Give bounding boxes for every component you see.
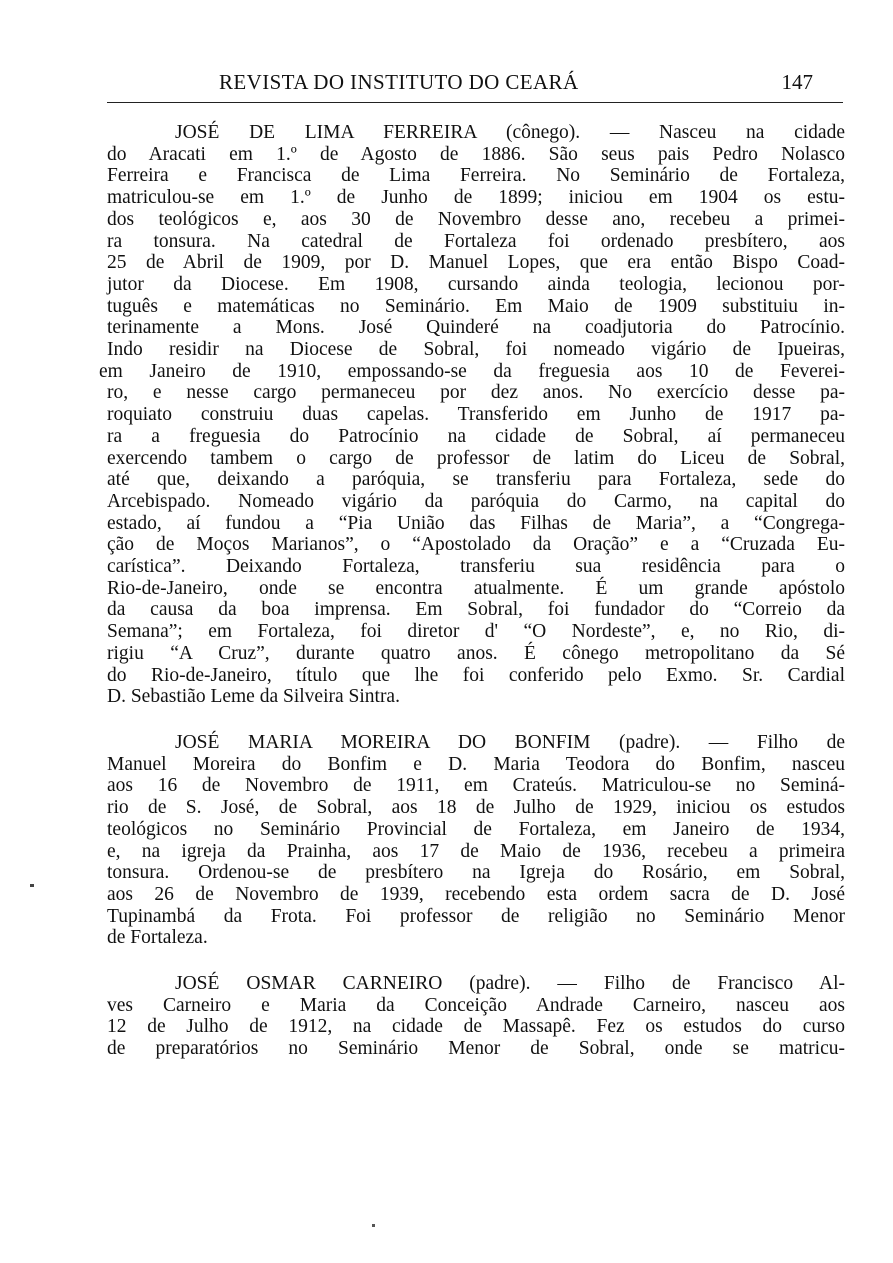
text-line: ra a freguesia do Patrocínio na cidade de Sobral, aí permaneceu bbox=[107, 425, 845, 447]
text-line: JOSÉ OSMAR CARNEIRO (padre). — Filho de Francisco Al- bbox=[175, 973, 845, 995]
text-line: estado, aí fundou a “Pia União das Filhas de Maria”, a “Congrega- bbox=[107, 512, 845, 534]
page-header bbox=[107, 64, 843, 103]
running-title: REVISTA DO INSTITUTO DO CEARÁ bbox=[219, 70, 579, 94]
print-speck bbox=[372, 1224, 375, 1227]
text-line: ra tonsura. Na catedral de Fortaleza foi ordenado presbítero, aos bbox=[107, 230, 845, 252]
text-line: matriculou-se em 1.º de Junho de 1899; iniciou em 1904 os estu- bbox=[107, 187, 845, 209]
text-line: JOSÉ MARIA MOREIRA DO BONFIM (padre). — Filho de bbox=[175, 731, 845, 753]
text-line: terinamente a Mons. José Quinderé na coadjutoria do Patrocínio. bbox=[107, 317, 845, 339]
text-line: ção de Moços Marianos”, o “Apostolado da Oração” e a “Cruzada Eu- bbox=[107, 534, 845, 556]
text-line: em Janeiro de 1910, empossando-se da freguesia aos 10 de Feverei- bbox=[99, 360, 845, 382]
text-line: jutor da Diocese. Em 1908, cursando ainda teologia, lecionou por- bbox=[107, 273, 845, 295]
text-line: ves Carneiro e Maria da Conceição Andrade Carneiro, nasceu aos bbox=[107, 994, 845, 1016]
text-line: tonsura. Ordenou-se de presbítero na Igreja do Rosário, em Sobral, bbox=[107, 862, 845, 884]
text-line: Semana”; em Fortaleza, foi diretor d' “O Nordeste”, e, no Rio, di- bbox=[107, 621, 845, 643]
text-line: do Rio-de-Janeiro, título que lhe foi conferido pelo Exmo. Sr. Cardial bbox=[107, 664, 845, 686]
entry-jose-maria-moreira-do-bonfim bbox=[107, 732, 845, 949]
text-line: JOSÉ DE LIMA FERREIRA (cônego). — Nasceu na cidade bbox=[175, 122, 845, 143]
text-line: roquiato construiu duas capelas. Transferido em Junho de 1917 pa- bbox=[107, 404, 845, 426]
text-line: do Aracati em 1.º de Agosto de 1886. São seus pais Pedro Nolasco bbox=[107, 143, 845, 165]
text-line: Rio-de-Janeiro, onde se encontra atualmente. É um grande apóstolo bbox=[107, 577, 845, 599]
text-line: da causa da boa imprensa. Em Sobral, foi fundador do “Correio da bbox=[107, 599, 845, 621]
text-line: Arcebispado. Nomeado vigário da paróquia do Carmo, na capital do bbox=[107, 490, 845, 512]
text-line: 25 de Abril de 1909, por D. Manuel Lopes, que era então Bispo Coad- bbox=[107, 252, 845, 274]
text-line: Indo residir na Diocese de Sobral, foi nomeado vigário de Ipueiras, bbox=[107, 339, 845, 361]
page-number: 147 bbox=[781, 70, 813, 94]
text-line: 12 de Julho de 1912, na cidade de Massapê. Fez os estudos do curso bbox=[107, 1016, 845, 1038]
text-line: dos teológicos e, aos 30 de Novembro desse ano, recebeu a primei- bbox=[107, 208, 845, 230]
text-line: aos 16 de Novembro de 1911, em Crateús. Matriculou-se no Seminá- bbox=[107, 775, 845, 797]
text-line: Manuel Moreira do Bonfim e D. Maria Teodora do Bonfim, nasceu bbox=[107, 753, 845, 775]
text-line: rigiu “A Cruz”, durante quatro anos. É cônego metropolitano da Sé bbox=[107, 642, 845, 664]
text-line: de Fortaleza. bbox=[107, 927, 208, 949]
text-line: até que, deixando a paróquia, se transferiu para Fortaleza, sede do bbox=[107, 469, 845, 491]
entry-jose-de-lima-ferreira bbox=[99, 122, 845, 708]
text-line: ro, e nesse cargo permaneceu por dez anos. No exercício desse pa- bbox=[107, 382, 845, 404]
entry-jose-osmar-carneiro bbox=[107, 973, 845, 1060]
text-line: aos 26 de Novembro de 1939, recebendo esta ordem sacra de D. José bbox=[107, 883, 845, 905]
text-line: Tupinambá da Frota. Foi professor de religião no Seminário Menor bbox=[107, 905, 845, 927]
text-line: de preparatórios no Seminário Menor de Sobral, onde se matricu- bbox=[107, 1038, 845, 1060]
text-line: exercendo tambem o cargo de professor de latim do Liceu de Sobral, bbox=[107, 447, 845, 469]
text-line: rio de S. José, de Sobral, aos 18 de Julho de 1929, iniciou os estudos bbox=[107, 797, 845, 819]
text-line: D. Sebastião Leme da Silveira Sintra. bbox=[107, 686, 400, 708]
text-line: carística”. Deixando Fortaleza, transferiu sua residência para o bbox=[107, 556, 845, 578]
text-line: teológicos no Seminário Provincial de Fortaleza, em Janeiro de 1934, bbox=[107, 818, 845, 840]
text-column bbox=[99, 122, 845, 1084]
text-line: tuguês e matemáticas no Seminário. Em Maio de 1909 substituiu in- bbox=[107, 295, 845, 317]
text-line: Ferreira e Francisca de Lima Ferreira. No Seminário de Fortaleza, bbox=[107, 165, 845, 187]
print-speck bbox=[30, 884, 34, 887]
text-line: e, na igreja da Prainha, aos 17 de Maio de 1936, recebeu a primeira bbox=[107, 840, 845, 862]
